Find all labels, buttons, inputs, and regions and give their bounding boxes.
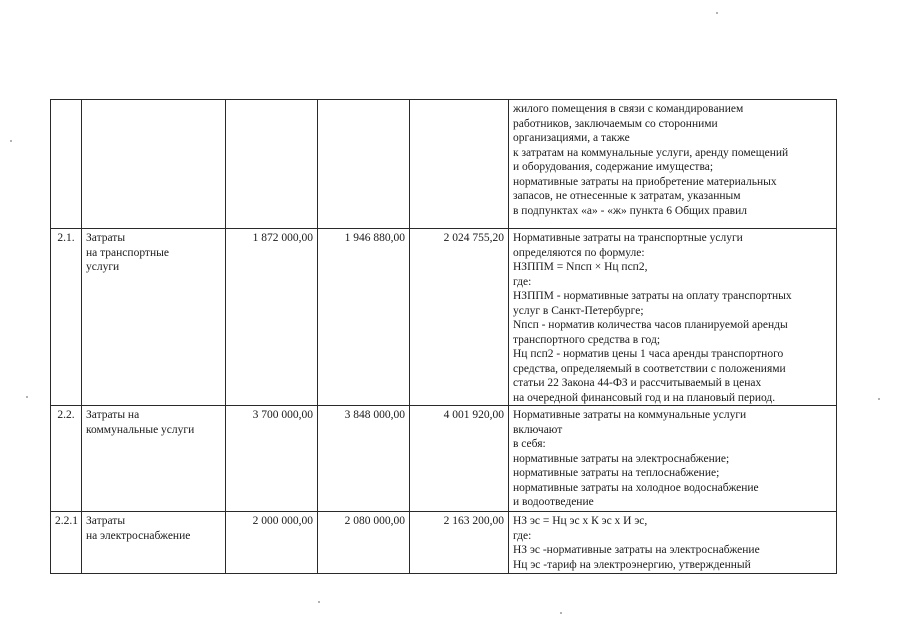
amount-cell-year-2: 3 848 000,00	[318, 406, 410, 512]
budget-table	[50, 99, 837, 574]
table-body	[51, 100, 837, 574]
cost-name-line: на электроснабжение	[86, 529, 191, 542]
table-row	[51, 512, 837, 574]
amount-cell-year-2	[318, 100, 410, 229]
description-cell	[509, 512, 837, 574]
description-line: Nпсп - норматив количества часов планируемой аренды	[513, 319, 788, 331]
description-line: нормативные затраты на теплоснабжение;	[513, 467, 720, 479]
description-line: нормативные затраты на холодное водоснабжение	[513, 481, 759, 494]
table-row	[51, 100, 837, 229]
row-number-cell: 2.2.1	[51, 512, 82, 574]
table-row	[51, 229, 837, 406]
amount-cell-year-3: 2 024 755,20	[410, 229, 509, 406]
description-line: нормативные затраты на приобретение материальных	[513, 175, 777, 188]
description-line: в подпунктах «а» - «ж» пункта 6 Общих правил	[513, 204, 748, 217]
description-line: и оборудования, содержание имущества;	[513, 161, 714, 173]
amount-cell-year-1: 2 000 000,00	[226, 512, 318, 574]
description-line: НЗ эс -нормативные затраты на электроснабжение	[513, 544, 760, 556]
description-line: включают	[513, 423, 563, 436]
cost-name-line: Затраты на	[86, 409, 140, 421]
cost-name-line: услуги	[86, 261, 120, 273]
amount-cell-year-3: 2 163 200,00	[410, 512, 509, 574]
scan-speck	[878, 398, 880, 400]
cost-name-cell	[82, 512, 226, 574]
amount-cell-year-1: 3 700 000,00	[226, 406, 318, 512]
cost-name-line: Затраты	[86, 515, 126, 527]
description-line: услуг в Санкт-Петербурге;	[513, 304, 644, 317]
description-line: в себя:	[513, 438, 546, 450]
description-line: где:	[513, 275, 532, 288]
description-line: организациями, а также	[513, 132, 630, 144]
description-line: к затратам на коммунальные услуги, аренду помещений	[513, 146, 789, 159]
description-line: средства, определяемый в соответствии с положениями	[513, 362, 786, 375]
row-number-cell: 2.1.	[51, 229, 82, 406]
scan-speck	[716, 12, 718, 14]
scan-speck	[560, 612, 562, 614]
row-number-cell: 2.2.	[51, 406, 82, 512]
description-cell	[509, 406, 837, 512]
description-line: НЗППМ = Nпсп × Нц псп2,	[513, 261, 648, 273]
description-line: определяются по формуле:	[513, 246, 645, 259]
cost-name-cell	[82, 229, 226, 406]
description-line: Нц псп2 - норматив цены 1 часа аренды транспортного	[513, 348, 784, 360]
description-cell	[509, 100, 837, 229]
description-line: НЗППМ - нормативные затраты на оплату транспортных	[513, 290, 792, 302]
description-line: работников, заключаемым со сторонними	[513, 117, 718, 130]
amount-cell-year-2: 2 080 000,00	[318, 512, 410, 574]
description-line: Нормативные затраты на транспортные услуги	[513, 232, 743, 244]
amount-cell-year-2: 1 946 880,00	[318, 229, 410, 406]
row-number-cell	[51, 100, 82, 229]
amount-cell-year-3: 4 001 920,00	[410, 406, 509, 512]
cost-name-line: на транспортные	[86, 246, 169, 259]
description-line: НЗ эс = Нц эс x К эс x И эс,	[513, 515, 648, 527]
description-line: нормативные затраты на электроснабжение;	[513, 452, 730, 465]
cost-name-cell	[82, 406, 226, 512]
table-row	[51, 406, 837, 512]
cost-name-line: Затраты	[86, 232, 126, 244]
amount-cell-year-1: 1 872 000,00	[226, 229, 318, 406]
description-line: жилого помещения в связи с командированием	[513, 103, 744, 115]
description-line: Нормативные затраты на коммунальные услуги	[513, 409, 747, 421]
cost-name-cell	[82, 100, 226, 229]
description-line: Нц эс -тариф на электроэнергию, утвержденный	[513, 558, 751, 571]
scan-speck	[26, 396, 28, 398]
description-line: и водоотведение	[513, 496, 594, 508]
description-line: где:	[513, 529, 532, 542]
scan-speck	[10, 140, 12, 142]
description-line: запасов, не отнесенные к затратам, указанным	[513, 190, 741, 202]
cost-name-line: коммунальные услуги	[86, 423, 195, 436]
scan-speck	[318, 601, 320, 603]
amount-cell-year-1	[226, 100, 318, 229]
amount-cell-year-3	[410, 100, 509, 229]
description-cell	[509, 229, 837, 406]
description-line: статьи 22 Закона 44-ФЗ и рассчитываемый в ценах	[513, 377, 762, 389]
description-line: на очередной финансовый год и на плановый период.	[513, 391, 776, 404]
description-line: транспортного средства в год;	[513, 333, 661, 346]
